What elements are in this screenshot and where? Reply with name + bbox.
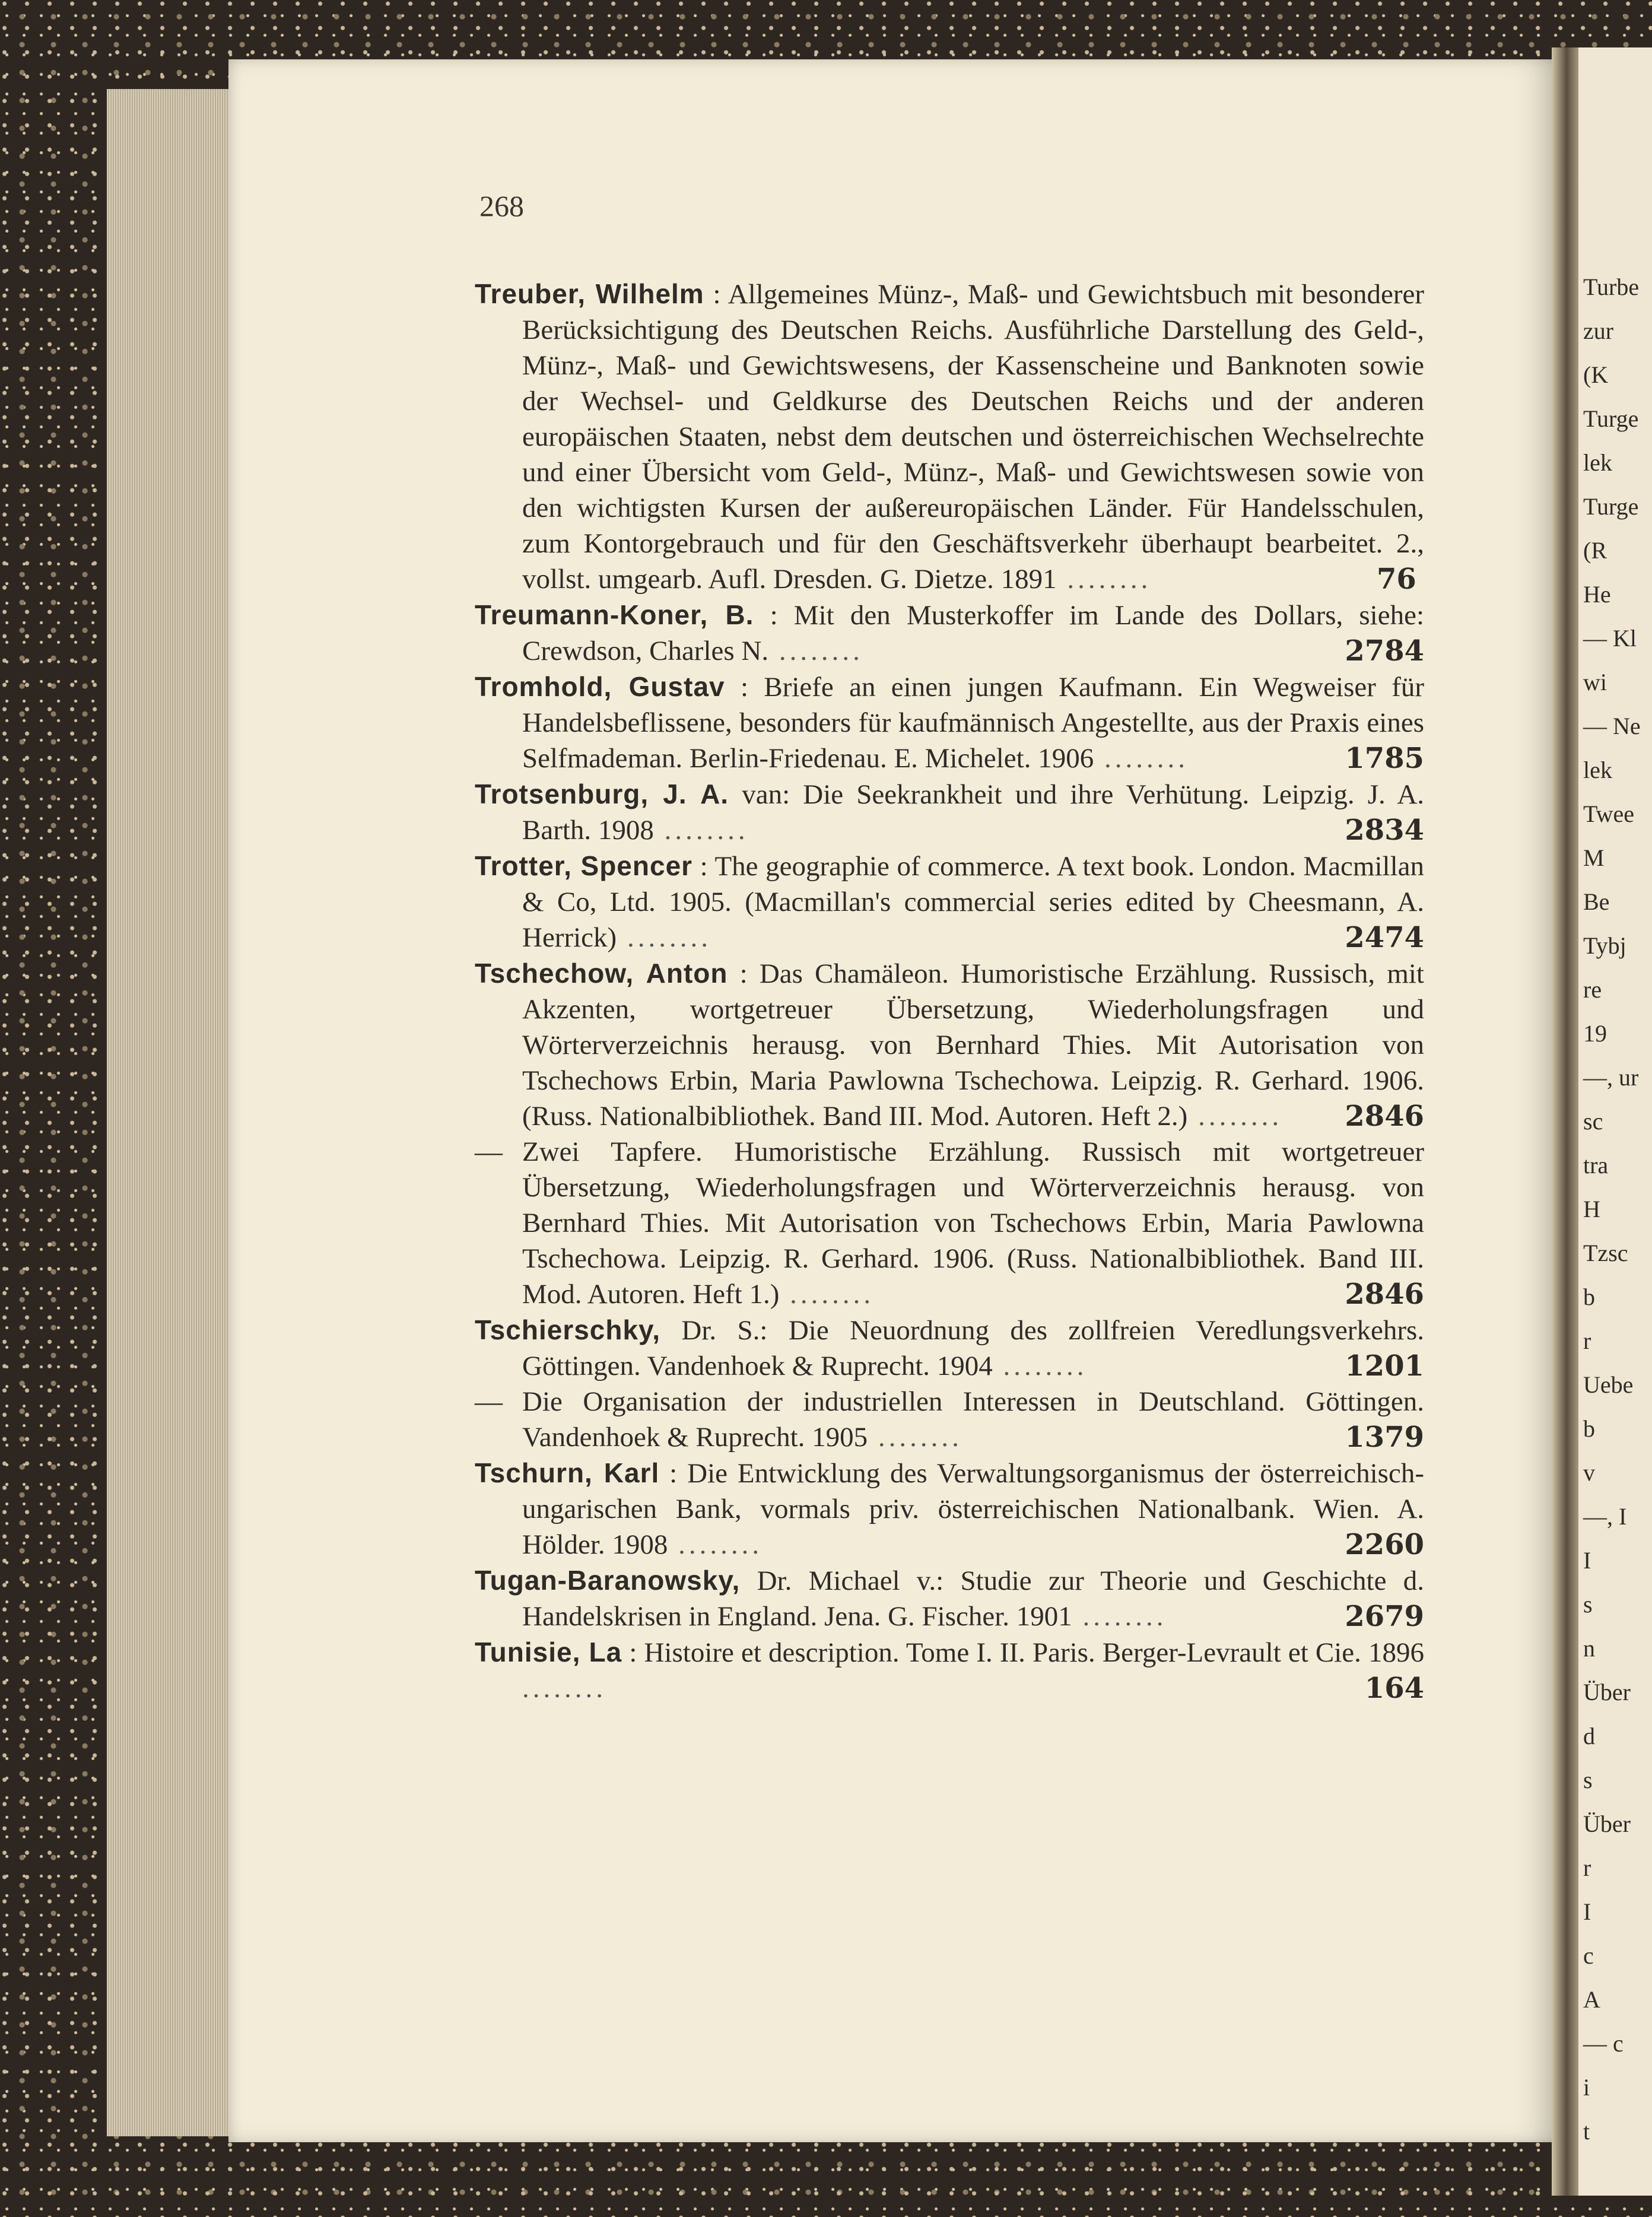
entry-author-suffix: van: xyxy=(742,779,790,810)
entry-author-suffix: : xyxy=(770,600,778,631)
right-page-text-fragment: I xyxy=(1583,1547,1591,1574)
dot-leader: ........ xyxy=(653,815,749,846)
right-page-text-fragment: Tybj xyxy=(1583,932,1626,959)
entry-author: Tromhold, Gustav xyxy=(475,671,725,702)
right-page-text-fragment: Tzsc xyxy=(1583,1240,1628,1266)
right-page-text-fragment: lek xyxy=(1583,449,1612,476)
bibliography-entry xyxy=(475,276,1424,597)
dot-leader: ........ xyxy=(1094,743,1189,774)
bibliography-entry xyxy=(475,848,1424,955)
entry-text: Zwei Tapfere. Humoristische Erzählung. Russisch mit wortgetreuer Übersetzung, Wiederholungsfragen und Wörterverzeichnis herausg. von Bernhard Thies. Mit Autorisation von Tschechows Erbin, Maria Pawlowna Tschechowa. Leipzig. R. Gerhard. 1906. (Russ. Nationalbibliothek. Band III. Mod. Autoren. Heft 1.) xyxy=(522,1136,1424,1310)
bibliography-entry xyxy=(475,597,1424,669)
right-page-text-fragment: I xyxy=(1583,1898,1591,1925)
bibliography-entry xyxy=(475,1384,1424,1455)
right-page-text-fragment: n xyxy=(1583,1635,1595,1662)
entry-text: Die Neuordnung des zollfreien Veredlungsverkehrs. Göttingen. Vandenhoek & Ruprecht. 1904 xyxy=(522,1315,1425,1381)
entry-reference-number: 76 xyxy=(1377,563,1416,596)
right-page-text-fragment: A xyxy=(1583,1986,1600,2013)
right-page-text-fragment: Über xyxy=(1583,1811,1631,1837)
right-page-text-fragment: — Ne xyxy=(1583,713,1641,739)
entry-dash: — xyxy=(475,1136,503,1167)
right-page-text-fragment: Be xyxy=(1583,888,1610,915)
entry-author: Tschurn, Karl xyxy=(475,1457,660,1488)
right-page-text-fragment: Turge xyxy=(1583,405,1639,432)
bibliography-entry xyxy=(475,1634,1424,1706)
right-page-text-fragment: Turbe xyxy=(1583,274,1640,300)
entry-reference-number: 2260 xyxy=(1345,1528,1424,1561)
entry-reference-number: 164 xyxy=(1364,1672,1424,1705)
entry-author-suffix: : xyxy=(713,279,721,310)
entry-reference-number: 1785 xyxy=(1345,742,1424,775)
entry-author: Tschechow, Anton xyxy=(475,958,728,989)
entry-text: Briefe an einen jungen Kaufmann. Ein Wegweiser für Handelsbeflissene, besonders für kaufmännisch Angestellte, aus der Praxis eines Selfmademan. Berlin-Friedenau. E. Michelet. 1906 xyxy=(522,672,1425,774)
bibliography-entry xyxy=(475,1562,1424,1634)
entry-text: Die Seekrankheit und ihre Verhütung. Leipzig. J. A. Barth. 1908 xyxy=(522,779,1425,846)
dot-leader: ........ xyxy=(768,636,863,666)
right-page-text-fragment: d xyxy=(1583,1723,1595,1749)
right-page-text-fragment: (K xyxy=(1583,361,1609,388)
entry-text: Mit den Musterkoffer im Lande des Dollars, siehe: Crewdson, Charles N. xyxy=(522,600,1425,666)
entry-author: Tschierschky, xyxy=(475,1314,661,1345)
entry-reference-number: 1379 xyxy=(1345,1421,1424,1454)
bibliography-entry xyxy=(475,1312,1424,1384)
right-page-text-fragment: 19 xyxy=(1583,1020,1607,1047)
bibliography-entry xyxy=(475,776,1424,848)
entry-text: Die Entwicklung des Verwaltungsorganismus der österreichisch-ungarischen Bank, vormals priv. österreichischen Nationalbank. Wien. A. Hölder. 1908 xyxy=(522,1458,1424,1560)
bibliography-entry xyxy=(475,955,1424,1134)
bibliography-list xyxy=(475,276,1424,1706)
entry-text: Histoire et description. Tome I. II. Paris. Berger-Levrault et Cie. 1896 xyxy=(644,1637,1425,1668)
entry-text: The geographie of commerce. A text book. London. Macmillan & Co, Ltd. 1905. (Macmillan's commercial series edited by Cheesmann, A. Herrick) xyxy=(522,851,1425,953)
right-page-text-fragment: M xyxy=(1583,844,1605,871)
right-page-text-fragment: Twee xyxy=(1583,801,1635,827)
right-page-text-fragment: — c xyxy=(1583,2030,1624,2057)
entry-reference-number: 2679 xyxy=(1345,1600,1424,1633)
right-page-text-fragment: v xyxy=(1583,1459,1595,1486)
entry-text: Studie zur Theorie und Geschichte d. Handelskrisen in England. Jena. G. Fischer. 1901 xyxy=(522,1565,1425,1632)
bibliography-entry xyxy=(475,1134,1424,1312)
entry-author: Trotter, Spencer xyxy=(475,850,693,881)
entry-author-suffix: : xyxy=(740,672,749,703)
entry-reference-number: 1201 xyxy=(1345,1349,1424,1383)
dot-leader: ........ xyxy=(617,922,711,953)
entry-author-suffix: Dr. Michael v.: xyxy=(757,1565,944,1596)
right-page-text-fragment: s xyxy=(1583,1591,1593,1618)
right-page-text-fragment: zur xyxy=(1583,317,1614,344)
right-page-text-fragment: b xyxy=(1583,1284,1595,1310)
right-page-text-fragment: He xyxy=(1583,581,1611,608)
right-page-text-fragment: —, I xyxy=(1583,1503,1627,1530)
entry-author-suffix: : xyxy=(739,958,748,989)
entry-text: Das Chamäleon. Humoristische Erzählung. Russisch, mit Akzenten, wortgetreuer Übersetzung, Wiederholungsfragen und Wörterverzeichnis herausg. von Bernhard Thies. Mit Autorisation von Tschechows Erbin, Maria Pawlowna Tschechowa. Leipzig. R. Gerhard. 1906. (Russ. Nationalbibliothek. Band III. Mod. Autoren. Heft 2.) xyxy=(522,958,1424,1132)
right-page-text-fragment: b xyxy=(1583,1415,1595,1442)
entry-reference-number: 2784 xyxy=(1345,634,1424,668)
right-page-text-fragment: r xyxy=(1583,1854,1591,1881)
right-page-text-fragment: —, ur xyxy=(1583,1064,1639,1091)
entry-author: Trotsenburg, J. A. xyxy=(475,779,729,809)
entry-text: Allgemeines Münz-, Maß- und Gewichtsbuch mit besonderer Berücksichtigung des Deutschen Reichs. Ausführliche Darstellung des Geld-, Münz-, Maß- und Gewichtswesens, der Kassenscheine und Banknoten sowie der Wechsel- und Geldkurse des Deutschen Reichs und der anderen europäischen Staaten, nebst dem deutschen und österreichischen Wechselrechte und einer Übersicht vom Geld-, Münz-, Maß- und Gewichtswesen sowie von den wichtigsten Kursen der außereuropäischen Länder. Für Handelsschulen, zum Kontorgebrauch und für den Geschäftsverkehr überhaupt bearbeitet. 2., vollst. umgearb. Aufl. Dresden. G. Dietze. 1891 xyxy=(522,279,1425,595)
dot-leader: ........ xyxy=(1072,1601,1167,1632)
dot-leader: ........ xyxy=(1056,564,1152,595)
entry-author-suffix: : xyxy=(629,1637,637,1668)
right-page-text-fragment: sc xyxy=(1583,1108,1603,1135)
bibliography-entry xyxy=(475,1455,1424,1562)
right-page-text-fragment: s xyxy=(1583,1767,1593,1793)
dot-leader: ........ xyxy=(1187,1101,1283,1132)
right-page-text-fragment: — Kl xyxy=(1583,625,1637,652)
bibliography-entry xyxy=(475,669,1424,776)
entry-reference-number: 2846 xyxy=(1345,1100,1424,1133)
entry-author: Treuber, Wilhelm xyxy=(475,278,704,309)
dot-leader: ........ xyxy=(779,1279,875,1310)
page-edges xyxy=(107,89,231,2136)
entry-author-suffix: : xyxy=(700,851,708,882)
right-page-text-fragment: lek xyxy=(1583,757,1612,783)
page-number: 268 xyxy=(479,189,524,223)
entry-reference-number: 2846 xyxy=(1345,1278,1424,1311)
entry-author: Tugan-Baranowsky, xyxy=(475,1565,741,1596)
right-page-text-fragment: wi xyxy=(1583,669,1607,695)
entry-dash: — xyxy=(475,1386,503,1417)
right-page-text-fragment: Über xyxy=(1583,1679,1631,1705)
right-page-text-fragment: c xyxy=(1583,1942,1594,1969)
entry-author: Treumann-Koner, B. xyxy=(475,599,754,630)
right-page-fragment xyxy=(1578,47,1652,2196)
dot-leader: ........ xyxy=(992,1351,1088,1381)
right-page-text-fragment: Uebe xyxy=(1583,1371,1634,1398)
right-page-text-fragment: r xyxy=(1583,1327,1591,1354)
entry-author-suffix: : xyxy=(669,1458,678,1489)
right-page-text-fragment: t xyxy=(1583,2118,1590,2145)
right-page-text-fragment: Turge xyxy=(1583,493,1639,520)
entry-author: Tunisie, La xyxy=(475,1637,622,1667)
entry-text: Die Organisation der industriellen Interessen in Deutschland. Göttingen. Vandenhoek & Ruprecht. 1905 xyxy=(522,1386,1424,1453)
book-gutter xyxy=(1552,47,1581,2196)
entry-reference-number: 2834 xyxy=(1345,814,1424,847)
dot-leader: ........ xyxy=(668,1529,763,1560)
right-page-text-fragment: re xyxy=(1583,976,1602,1003)
dot-leader: ........ xyxy=(868,1422,962,1453)
right-page-text-fragment: (R xyxy=(1583,537,1607,564)
entry-author-suffix: Dr. S.: xyxy=(681,1315,768,1346)
dot-leader: ........ xyxy=(522,1673,606,1704)
entry-reference-number: 2474 xyxy=(1345,921,1424,954)
right-page-text-fragment: i xyxy=(1583,2074,1590,2101)
right-page-text-fragment: tra xyxy=(1583,1152,1609,1179)
right-page-text-fragment: H xyxy=(1583,1196,1600,1222)
